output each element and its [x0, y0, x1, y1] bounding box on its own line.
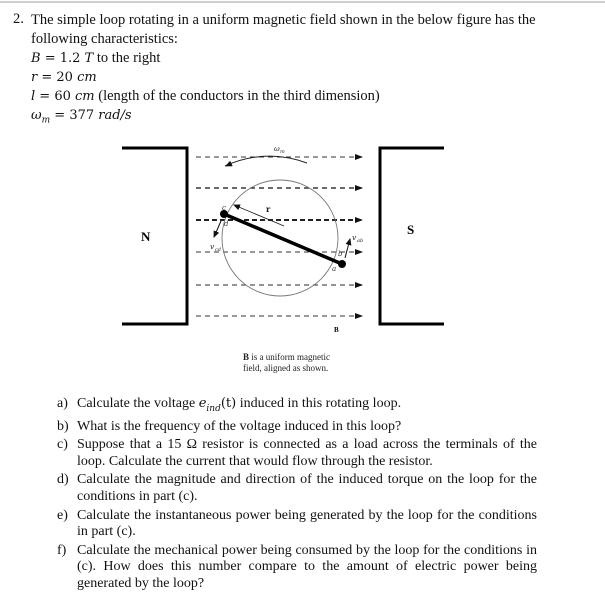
characteristic-l: l = 60 cm (length of the conductors in the third dimension)	[31, 88, 380, 104]
figure-caption: B is a uniform magnetic field, aligned as shown.	[243, 352, 330, 373]
question-parts	[57, 396, 537, 595]
question-number: 2.	[13, 11, 24, 27]
svg-text:v: v	[210, 242, 215, 251]
svg-text:v: v	[352, 233, 357, 242]
part-e: e) Calculate the instantaneous power being generated by the loop for the conditions in part (c).	[57, 507, 537, 540]
velocity-ab-arrow-icon	[345, 239, 350, 258]
intro-line-2: following characteristics:	[31, 31, 178, 47]
velocity-cd-arrow-icon	[214, 221, 221, 237]
omega-arrow-icon	[225, 156, 307, 166]
svg-text:ab: ab	[357, 238, 364, 244]
svg-text:b: b	[338, 250, 343, 258]
svg-text:cd: cd	[215, 247, 222, 253]
svg-text:c: c	[222, 204, 226, 212]
part-b: b) What is the frequency of the voltage induced in this loop?	[57, 419, 402, 435]
svg-text:a: a	[332, 265, 337, 273]
characteristic-r: r = 20 cm	[31, 70, 97, 85]
field-label: B	[334, 326, 339, 334]
part-d: d) Calculate the magnitude and direction of the induced torque on the loop for the conditions in part (c).	[57, 472, 537, 505]
north-label: N	[141, 229, 151, 244]
svg-text:ω: ω	[274, 145, 280, 153]
part-a: a) Calculate the voltage $e_{ind}(t)$ induced in this rotating loop.	[57, 396, 402, 414]
north-magnet	[122, 148, 187, 324]
svg-text:d: d	[224, 220, 229, 228]
part-c: c) Suppose that a 15 Ω resistor is connected as a load across the terminals of the loop. Calculate the current that would flow through the resistor.	[57, 437, 537, 470]
characteristic-B: B = 1.2 T to the right	[31, 50, 161, 66]
svg-text:r: r	[266, 204, 271, 214]
svg-text:m: m	[280, 149, 285, 155]
intro-line-1: The simple loop rotating in a uniform magnetic field shown in the below figure has the	[31, 12, 536, 28]
characteristic-omega: $\omega_m = 377$ rad/s	[31, 108, 132, 126]
loop-conductor	[224, 214, 342, 264]
south-label: S	[407, 222, 415, 237]
part-f: f) Calculate the mechanical power being consumed by the loop for the conditions in (c). How does this number compare to the amount of electric power being generated by the loop?	[57, 542, 537, 592]
